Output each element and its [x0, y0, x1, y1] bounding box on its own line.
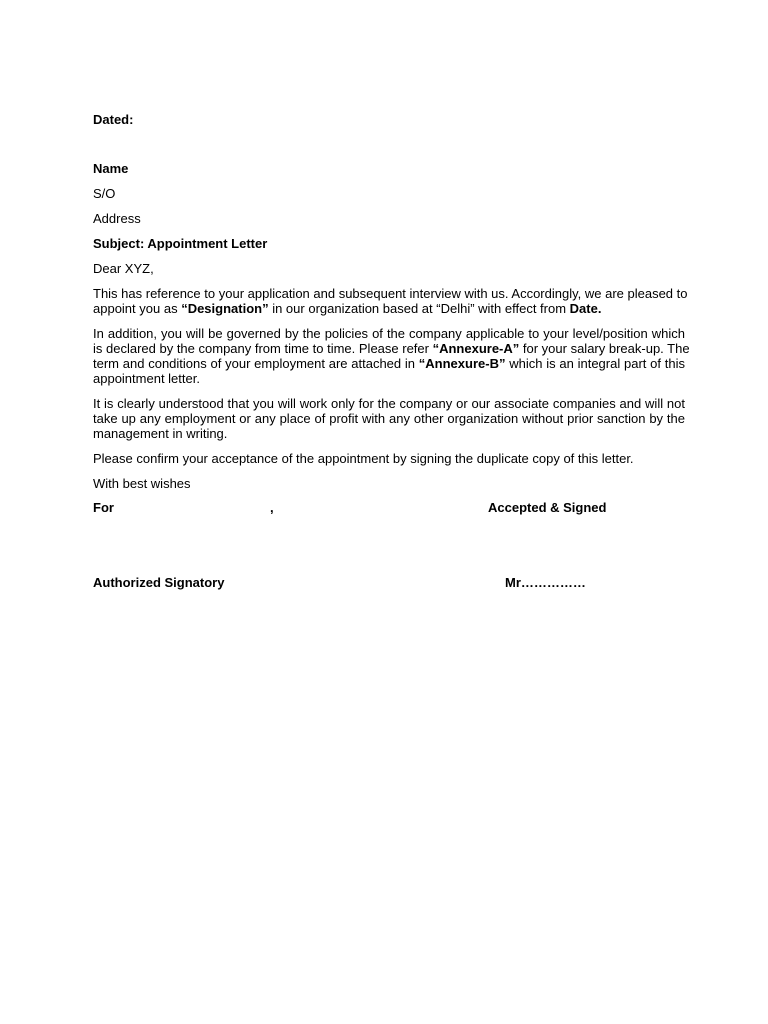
paragraph-policies-line-1: In addition, you will be governed by the policies of the company applicable to your level/position which: [93, 326, 685, 341]
closing: With best wishes: [93, 476, 191, 491]
designation-text: “Designation”: [181, 301, 269, 316]
for-label: For: [93, 500, 114, 515]
annexure-a-text: “Annexure-A”: [432, 341, 520, 356]
authorized-signatory-label: Authorized Signatory: [93, 575, 225, 590]
subject-line: Subject: Appointment Letter: [93, 236, 268, 251]
date-text: Date.: [569, 301, 602, 316]
paragraph-exclusivity-line-1: It is clearly understood that you will work only for the company or our associate companies and will not: [93, 396, 685, 411]
paragraph-reference-line-1: This has reference to your application and subsequent interview with us. Accordingly, we are pleased to: [93, 286, 688, 301]
text-run: is declared by the company from time to time. Please refer: [93, 341, 433, 356]
mr-label: Mr……………: [505, 575, 586, 590]
salutation: Dear XYZ,: [93, 261, 154, 276]
annexure-b-text: “Annexure-B”: [418, 356, 506, 371]
paragraph-policies-line-3: [93, 356, 685, 371]
paragraph-confirm: Please confirm your acceptance of the appointment by signing the duplicate copy of this letter.: [93, 451, 634, 466]
text-run: appoint you as: [93, 301, 182, 316]
text-run: term and conditions of your employment are attached in: [93, 356, 419, 371]
recipient-name: Name: [93, 161, 129, 176]
dated-label: Dated:: [93, 112, 134, 127]
paragraph-policies-line-2: [93, 341, 690, 356]
paragraph-exclusivity-line-3: management in writing.: [93, 426, 228, 441]
recipient-so: S/O: [93, 186, 116, 201]
paragraph-exclusivity-line-2: take up any employment or any place of profit with any other organization without prior sanction by the: [93, 411, 685, 426]
text-run: which is an integral part of this: [505, 356, 685, 371]
paragraph-reference-line-2: [93, 301, 685, 316]
accepted-signed-label: Accepted & Signed: [488, 500, 607, 515]
paragraph-reference: [93, 286, 688, 316]
paragraph-policies: [93, 326, 690, 386]
text-run: for your salary break-up. The: [519, 341, 690, 356]
recipient-address: Address: [93, 211, 141, 226]
for-comma: ,: [270, 500, 274, 515]
paragraph-exclusivity: [93, 396, 685, 441]
text-run: in our organization based at “Delhi” with effect from: [268, 301, 570, 316]
paragraph-policies-line-4: appointment letter.: [93, 371, 200, 386]
